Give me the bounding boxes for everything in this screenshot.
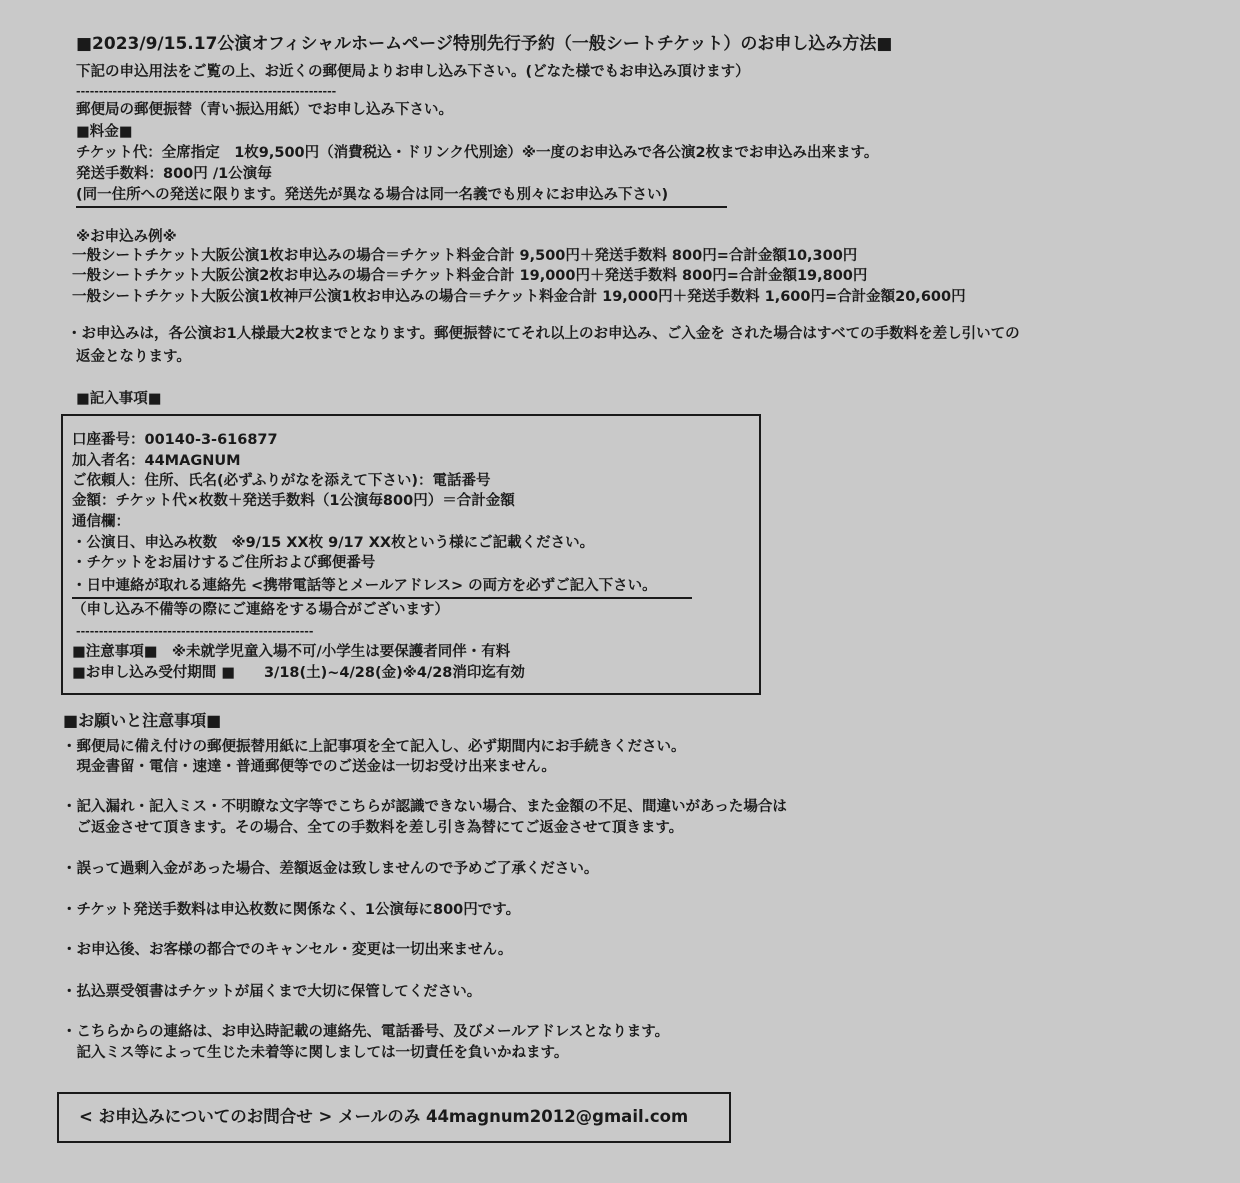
note-line: ・払込票受領書はチケットが届くまで大切に保管してください。 bbox=[62, 984, 482, 1000]
intro-text: 下記の申込用法をご覧の上、お近くの郵便局よりお申し込み下さい。(どなた様でもお申込み頂けます） bbox=[76, 64, 750, 80]
contact-text: < お申込みについてのお問合せ > メールのみ 44magnum2012@gmail.com bbox=[79, 1107, 689, 1126]
limit-line: ・お申込みは，各公演お1人様最大2枚までとなります。郵便振替にてそれ以上のお申込み、ご入金を された場合はすべての手数料を差し引いての bbox=[67, 326, 1020, 342]
example-line: 一般シートチケット大阪公演1枚お申込みの場合＝チケット料金合計 9,500円＋発送手数料 800円=合計金額10,300円 bbox=[72, 248, 858, 264]
entry-memo-item: ・チケットをお届けするご住所および郵便番号 bbox=[72, 555, 376, 571]
note-line: ・こちらからの連絡は、お申込時記載の連絡先、電話番号、及びメールアドレスとなります。 bbox=[62, 1024, 670, 1040]
fee-heading: ■料金■ bbox=[76, 124, 133, 140]
entry-memo: 通信欄： bbox=[72, 514, 130, 530]
fee-ticket: チケット代：全席指定 1枚9,500円（消費税込・ドリンク代別途）※一度のお申込みで各公演2枚までお申込み出来ます。 bbox=[76, 145, 879, 161]
entry-memo-item: ・日中連絡が取れる連絡先 <携帯電話等とメールアドレス> の両方を必ずご記入下さい。 bbox=[72, 578, 657, 594]
note-line: ・記入漏れ・記入ミス・不明瞭な文字等でこちらが認識できない場合、また金額の不足、間違いがあった場合は bbox=[62, 799, 787, 815]
entry-heading: ■記入事項■ bbox=[76, 391, 162, 407]
note-line: ・お申込後、お客様の都合でのキャンセル・変更は一切出来ません。 bbox=[62, 942, 513, 958]
entry-holder: 加入者名：44MAGNUM bbox=[72, 453, 241, 469]
fee-shipping: 発送手数料：800円 /1公演毎 bbox=[76, 166, 272, 182]
entry-caution: ■注意事項■ ※未就学児童入場不可/小学生は要保護者同伴・有料 bbox=[72, 644, 511, 660]
example-line: 一般シートチケット大阪公演2枚お申込みの場合＝チケット料金合計 19,000円＋発送手数料 800円=合計金額19,800円 bbox=[72, 268, 868, 284]
entry-memo-item: （申し込み不備等の際にご連絡をする場合がございます） bbox=[72, 602, 449, 618]
note-line: 現金書留・電信・速達・普通郵便等でのご送金は一切お受け出来ません。 bbox=[62, 759, 556, 775]
notes-heading: ■お願いと注意事項■ bbox=[63, 711, 222, 730]
note-line: ・郵便局に備え付けの郵便振替用紙に上記事項を全て記入し、必ず期間内にお手続きください。 bbox=[62, 739, 686, 755]
fee-note: (同一住所への発送に限ります。発送先が異なる場合は同一名義でも別々にお申込み下さい) bbox=[76, 187, 669, 203]
entry-memo-underline bbox=[72, 597, 692, 599]
entry-period: ■お申し込み受付期間 ■ 3/18(土)~4/28(金)※4/28消印迄有効 bbox=[72, 665, 525, 681]
example-line: 一般シートチケット大阪公演1枚神戸公演1枚お申込みの場合＝チケット料金合計 19,000円＋発送手数料 1,600円=合計金額20,600円 bbox=[72, 289, 966, 305]
note-line: ご返金させて頂きます。その場合、全ての手数料を差し引き為替にてご返金させて頂きます。 bbox=[62, 820, 684, 836]
limit-line: 返金となります。 bbox=[76, 349, 191, 365]
fee-note-underline bbox=[76, 206, 727, 208]
entry-requester: ご依頼人：住所、氏名(必ずふりがなを添えて下さい)：電話番号 bbox=[72, 473, 491, 489]
note-line: ・誤って過剰入金があった場合、差額返金は致しませんので予めご了承ください。 bbox=[62, 861, 599, 877]
entry-memo-item: ・公演日、申込み枚数 ※9/15 XX枚 9/17 XX枚という様にご記載ください。 bbox=[72, 535, 595, 551]
entry-amount: 金額：チケット代×枚数＋発送手数料（1公演毎800円）＝合計金額 bbox=[72, 493, 515, 509]
dash-separator: --------------------------------------------------------- bbox=[76, 85, 337, 98]
note-line: ・チケット発送手数料は申込枚数に関係なく、1公演毎に800円です。 bbox=[62, 902, 521, 918]
note-line: 記入ミス等によって生じた未着等に関しましては一切責任を負いかねます。 bbox=[62, 1045, 569, 1061]
page-title: ■2023/9/15.17公演オフィシャルホームページ特別先行予約（一般シートチケット）のお申し込み方法■ bbox=[76, 34, 893, 54]
entry-account: 口座番号：00140-3-616877 bbox=[72, 432, 278, 448]
entry-dash-separator: ---------------------------------------------------- bbox=[76, 625, 314, 638]
examples-heading: ※お申込み例※ bbox=[76, 229, 177, 245]
postal-instruction: 郵便局の郵便振替（青い振込用紙）でお申し込み下さい。 bbox=[76, 102, 453, 118]
